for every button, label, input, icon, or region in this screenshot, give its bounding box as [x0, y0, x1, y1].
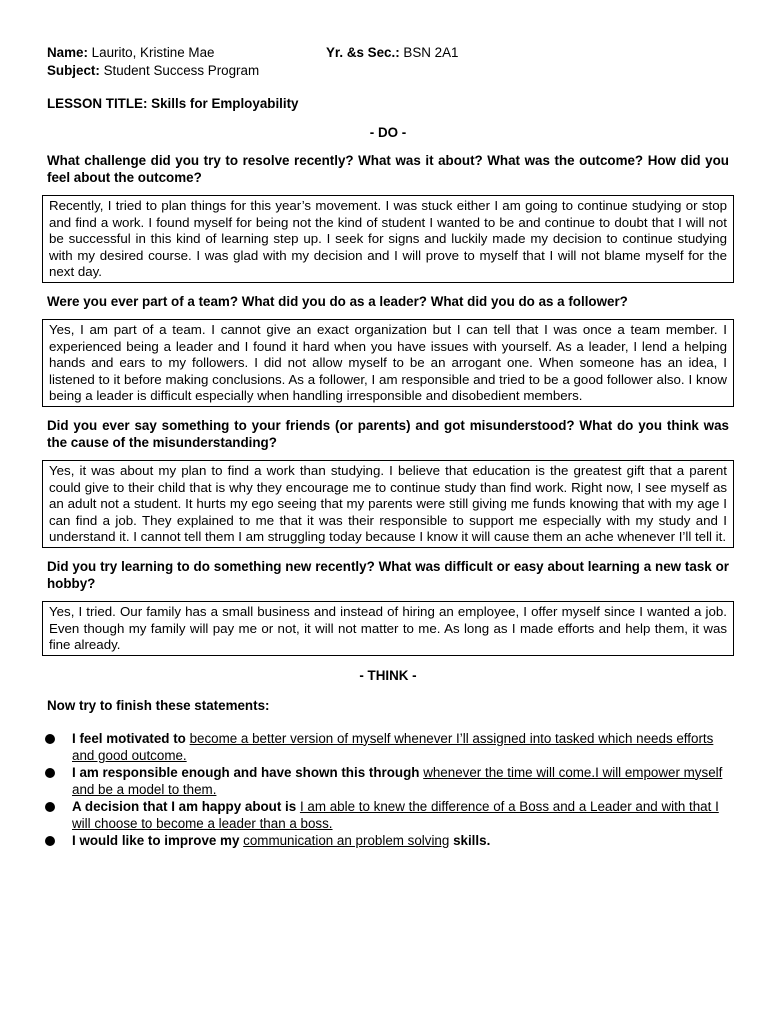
- bullet-icon: [45, 768, 55, 778]
- statement-answer: I am able to knew the difference of a Boss and a Leader and with that I will choose to become a leader than a boss.: [72, 798, 719, 831]
- name-value: Laurito, Kristine Mae: [91, 45, 215, 60]
- statement-lead: I feel motivated to: [72, 730, 186, 746]
- bullet-icon: [45, 734, 55, 744]
- statement-answer: whenever the time will come.I will empower myself and be a model to them.: [72, 764, 723, 797]
- answer-box-1: Recently, I tried to plan things for this year’s movement. I was stuck either I am going to continue studying or stop and find a work. I found myself for being not the kind of student I wanted to be and continue to doubt that I will not be successful in this kind of learning step up. I seek for signs and luckily made my decision to continue studying with my desired course. I was glad with my decision and I will prove to myself that I will not blame myself for the next day.: [42, 195, 734, 283]
- statement-item-1: [47, 730, 729, 764]
- answer-box-2: Yes, I am part of a team. I cannot give an exact organization but I can tell that I was once a team member. I experienced being a leader and I found it hard when you have issues with yourself. As a leader, I lend a helping hands and ears to my followers. I did not allow myself to be an arrogant one. When someone has an idea, I listened to it before making conclusions. As a follower, I am responsible and tried to be a good follower also. I know being a leader is difficult especially when handling irresponsible and disobedient members.: [42, 319, 734, 407]
- subject-label: Subject:: [47, 63, 100, 78]
- header-subject-row: [47, 62, 729, 80]
- statement-item-3: [47, 798, 729, 832]
- bullet-icon: [45, 836, 55, 846]
- year-section-label: Yr. &s Sec.:: [326, 45, 400, 60]
- do-section-title: - DO -: [369, 125, 407, 140]
- question-2: Were you ever part of a team? What did you do as a leader? What did you do as a follower?: [47, 293, 628, 309]
- statement-lead: A decision that I am happy about is: [72, 798, 297, 814]
- statement-item-4: [47, 832, 729, 849]
- statement-list: [47, 730, 729, 849]
- answer-box-3: Yes, it was about my plan to find a work than studying. I believe that education is the greatest gift that a parent could give to their child that is why they encourage me to continue study than find work. Right now, I see myself as an adult not a student. It hurts my ego seeing that my parents were still giving me funds knowing that with my age I can find a job. They explained to me that it was their responsible to support me especially with my study and I understand it. I cannot tell them I am struggling today because I know it will cause them an ache whenever I’ll tell it.: [42, 460, 734, 548]
- statement-tail: skills.: [453, 832, 491, 848]
- statement-answer: become a better version of myself whenever I’ll assigned into tasked which needs efforts and good outcome.: [72, 730, 714, 763]
- statement-answer: communication an problem solving: [243, 832, 450, 848]
- question-1: What challenge did you try to resolve recently? What was it about? What was the outcome? How did you feel about the outcome?: [47, 153, 729, 185]
- statement-lead: I would like to improve my: [72, 832, 240, 848]
- worksheet-page: [47, 44, 729, 849]
- lesson-title: [47, 95, 729, 113]
- think-prompt: Now try to finish these statements:: [47, 697, 270, 713]
- think-section-title: - THINK -: [359, 667, 417, 683]
- lesson-title-label: LESSON TITLE:: [47, 96, 148, 111]
- bullet-icon: [45, 802, 55, 812]
- statement-item-2: [47, 764, 729, 798]
- statement-lead: I am responsible enough and have shown this through: [72, 764, 420, 780]
- header-name-row: [47, 44, 729, 62]
- year-section-field: [326, 44, 459, 62]
- subject-value: Student Success Program: [103, 63, 260, 78]
- question-4: Did you try learning to do something new recently? What was difficult or easy about learning a new task or hobby?: [47, 558, 729, 591]
- lesson-title-value: Skills for Employability: [151, 96, 299, 111]
- name-label: Name:: [47, 45, 88, 60]
- answer-box-4: Yes, I tried. Our family has a small business and instead of hiring an employee, I offer myself since I wanted a job. Even though my family will pay me or not, it will not matter to me. As long as I made efforts and help them, it was fine already.: [42, 601, 734, 656]
- question-3: Did you ever say something to your friends (or parents) and got misunderstood? What do you think was the cause of the misunderstanding?: [47, 417, 729, 450]
- year-section-value: BSN 2A1: [403, 45, 459, 60]
